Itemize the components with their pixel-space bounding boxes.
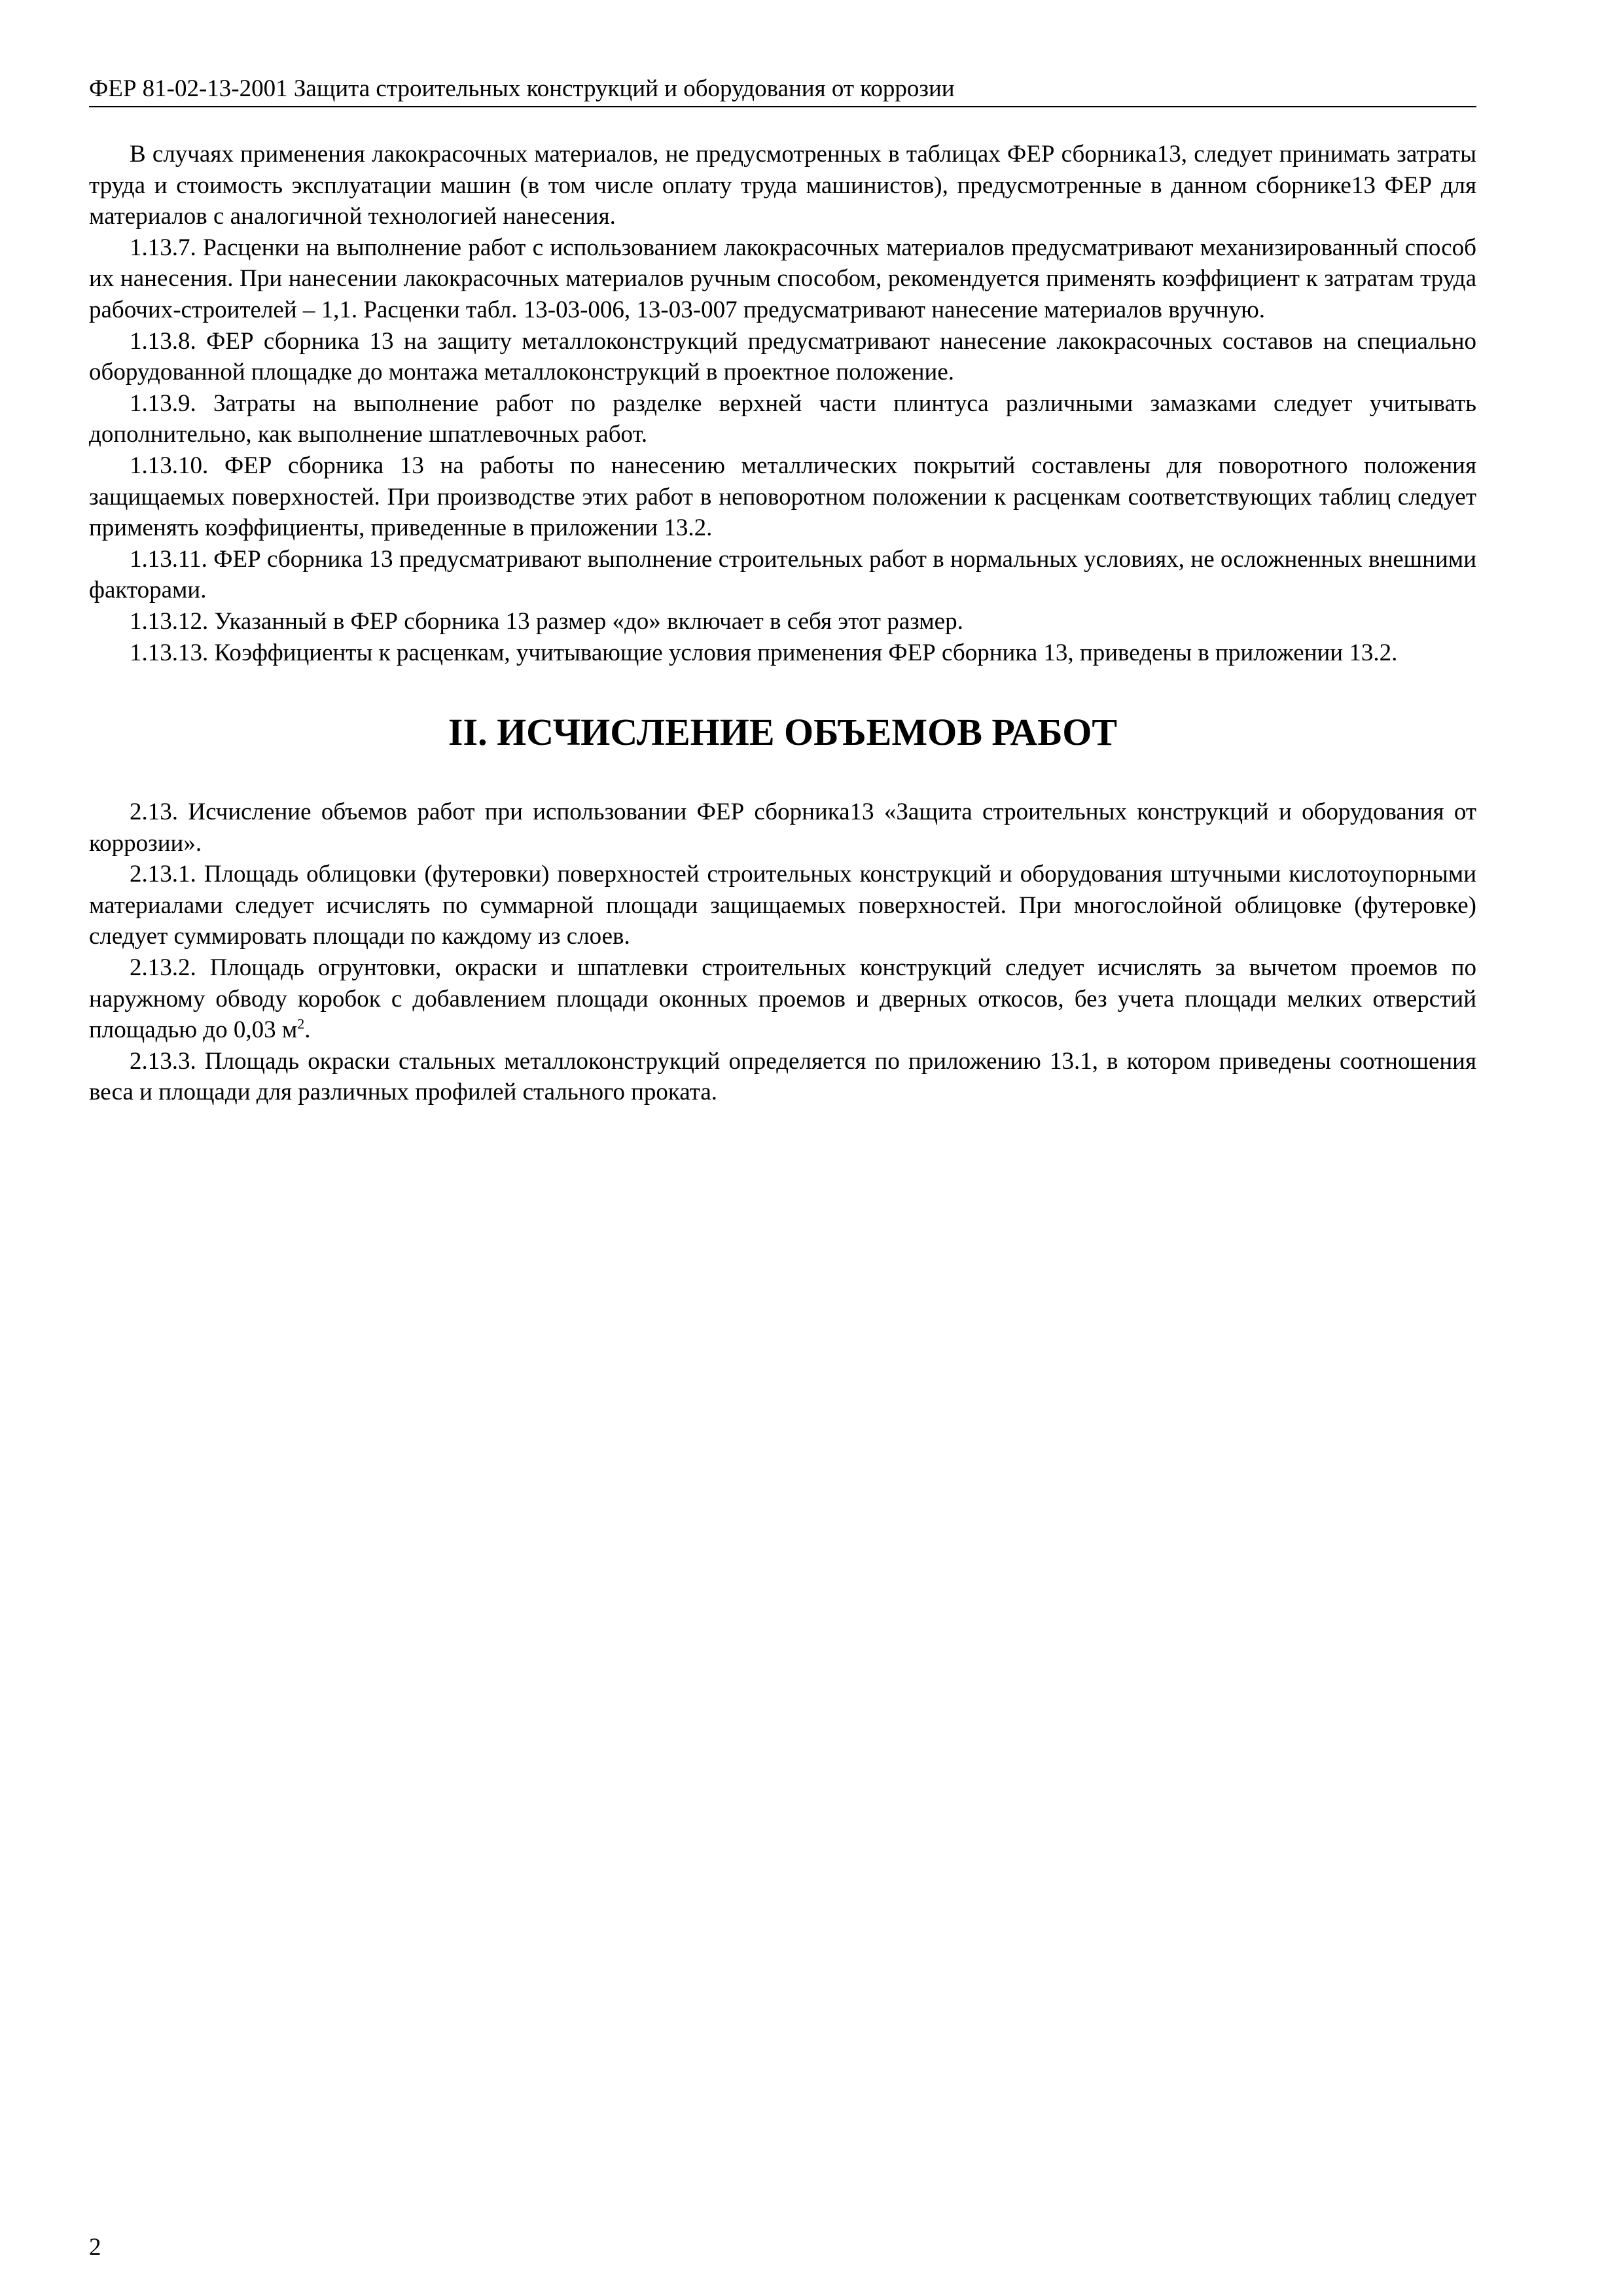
- paragraph-2-13: 2.13. Исчисление объемов работ при использовании ФЕР сборника13 «Защита строительных конструкций и оборудования от коррозии».: [89, 798, 1476, 857]
- page-header: ФЕР 81-02-13-2001 Защита строительных конструкций и оборудования от коррозии: [89, 73, 1476, 107]
- paragraph-2-13-3: 2.13.3. Площадь окраски стальных металлоконструкций определяется по приложению 13.1, в котором приведены соотношения веса и площади для различных профилей стального проката.: [89, 1047, 1476, 1106]
- paragraph-1-13-8: 1.13.8. ФЕР сборника 13 на защиту металлоконструкций предусматривают нанесение лакокрасочных составов на специально оборудованной площадке до монтажа металлоконструкций в проектное положение.: [89, 327, 1476, 386]
- page-number: 2: [89, 2234, 101, 2261]
- paragraph-1-13-13: 1.13.13. Коэффициенты к расценкам, учитывающие условия применения ФЕР сборника 13, приведены в приложении 13.2.: [130, 639, 1398, 666]
- paragraph-2-13-2-end: .: [304, 1016, 311, 1044]
- paragraph-1-13-11: 1.13.11. ФЕР сборника 13 предусматривают выполнение строительных работ в нормальных условиях, не осложненных внешними факторами.: [89, 545, 1476, 604]
- paragraph-2-13-2-text: 2.13.2. Площадь огрунтовки, окраски и шпатлевки строительных конструкций следует исчислять за вычетом проемов по наружному обводу коробок с добавлением площади оконных проемов и дверных откосов, без учета площади мелких отверстий площадью до 0,03 м: [89, 954, 1476, 1044]
- paragraph-2-13-2: [89, 952, 1476, 1046]
- paragraph-1-13-9: 1.13.9. Затраты на выполнение работ по разделке верхней части плинтуса различными замазками следует учитывать дополнительно, как выполнение шпатлевочных работ.: [89, 389, 1476, 448]
- paragraph-1-13-7: 1.13.7. Расценки на выполнение работ с использованием лакокрасочных материалов предусматривают механизированный способ их нанесения. При нанесении лакокрасочных материалов ручным способом, рекомендуется применять коэффициент к затратам труда рабочих-строителей – 1,1. Расценки табл. 13-03-006, 13-03-007 предусматривают нанесение материалов вручную.: [89, 234, 1476, 323]
- paragraph-paint-materials: В случаях применения лакокрасочных материалов, не предусмотренных в таблицах ФЕР сборника13, следует принимать затраты труда и стоимость эксплуатации машин (в том числе оплату труда машинистов), предусмотренные в данном сборнике13 ФЕР для материалов с аналогичной технологией нанесения.: [89, 141, 1476, 230]
- paragraph-2-13-1: 2.13.1. Площадь облицовки (футеровки) поверхностей строительных конструкций и оборудования штучными кислотоупорными материалами следует исчислять по суммарной площади защищаемых поверхностей. При многослойной облицовке (футеровке) следует суммировать площади по каждому из слоев.: [89, 861, 1476, 950]
- paragraph-1-13-10: 1.13.10. ФЕР сборника 13 на работы по нанесению металлических покрытий составлены для поворотного положения защищаемых поверхностей. При производстве этих работ в неповоротном положении к расценкам соответствующих таблиц следует применять коэффициенты, приведенные в приложении 13.2.: [89, 452, 1476, 542]
- paragraph-1-13-12: 1.13.12. Указанный в ФЕР сборника 13 размер «до» включает в себя этот размер.: [130, 607, 963, 635]
- square-meter-superscript: 2: [297, 1015, 305, 1032]
- section-title: II. ИСЧИСЛЕНИЕ ОБЪЕМОВ РАБОТ: [448, 711, 1118, 754]
- document-body: [89, 139, 1476, 1108]
